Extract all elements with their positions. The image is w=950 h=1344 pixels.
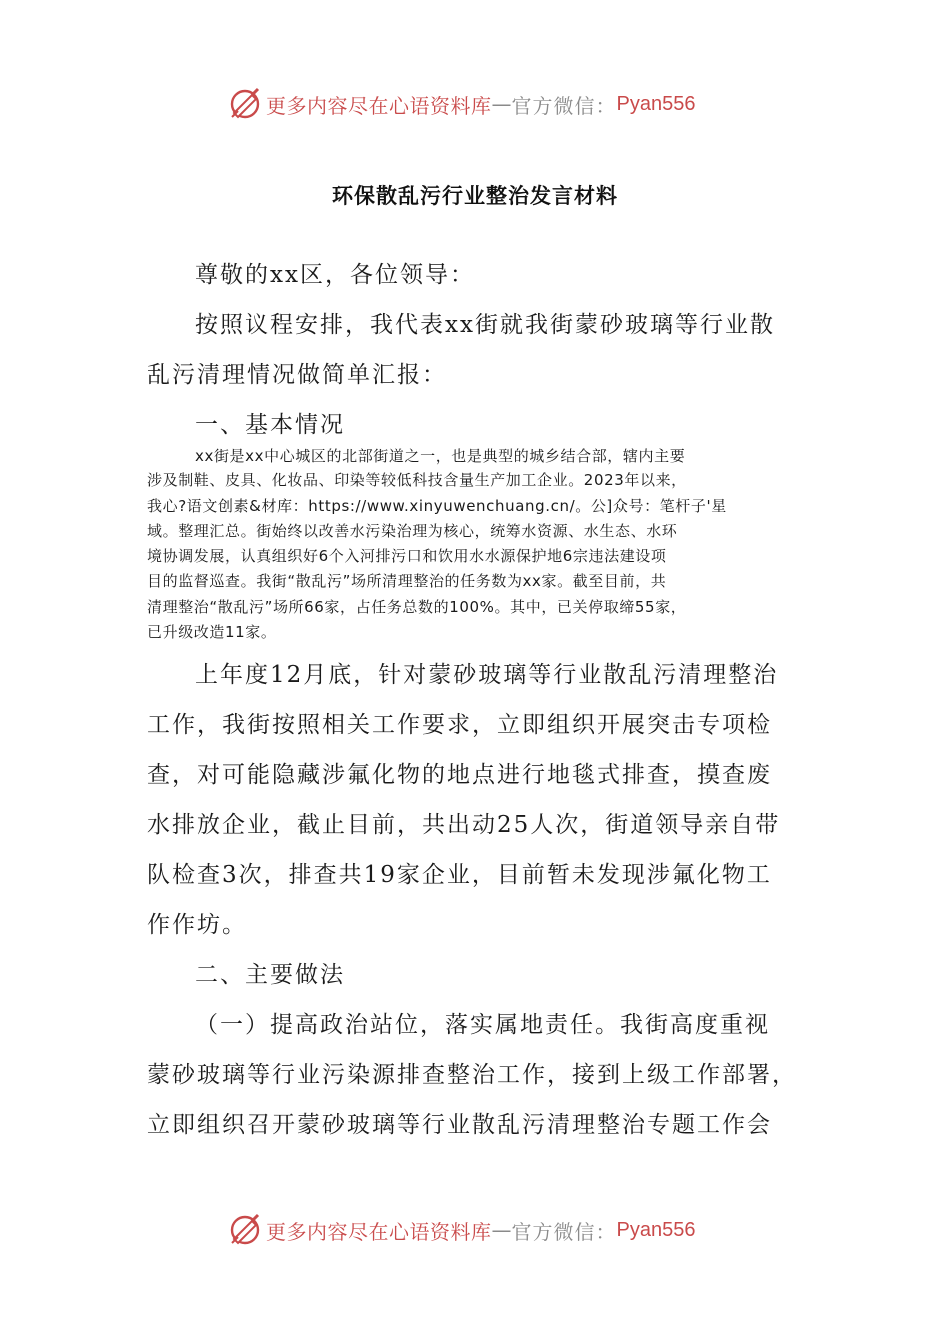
inspection-line: 查，对可能隐藏涉氟化物的地点进行地毯式排查，摸查废 xyxy=(147,762,772,788)
basic-situation-line: 涉及制鞋、皮具、化妆品、印染等较低科技含量生产加工企业。2023年以来， xyxy=(147,471,687,489)
watermark-promo-text: 更多内容尽在心语资料库 xyxy=(266,1219,492,1244)
watermark-wechat-id: Pyan556 xyxy=(616,1218,696,1241)
inspection-line: 队检查3次，排查共19家企业，目前暂未发现涉氟化物工 xyxy=(147,862,772,888)
inspection-line: 作作坊。 xyxy=(147,912,247,938)
pen-circle-logo-icon xyxy=(228,1213,262,1247)
basic-situation-line: 我心?语文创素&材库：https://www.xinyuwenchuang.cn/。公]众号：笔杆子'星 xyxy=(147,497,727,515)
inspection-line: 水排放企业，截止目前，共出动25人次，街道领导亲自带 xyxy=(147,812,781,838)
watermark-separator: — xyxy=(491,92,512,116)
intro-line: 按照议程安排，我代表xx街就我街蒙砂玻璃等行业散 xyxy=(195,312,775,338)
basic-situation-line: 已升级改造11家。 xyxy=(147,623,277,641)
document-title: 环保散乱污行业整治发言材料 xyxy=(332,184,618,208)
basic-situation-line: 目的监督巡查。我街“散乱污”场所清理整治的任务数为xx家。截至目前，共 xyxy=(147,572,667,590)
practice-line: （一）提高政治站位，落实属地责任。我街高度重视 xyxy=(195,1012,770,1038)
basic-situation-line: 清理整治“散乱污”场所66家，占任务总数的100%。其中，已关停取缔55家， xyxy=(147,598,687,616)
basic-situation-line: 域。整理汇总。街始终以改善水污染治理为核心，统筹水资源、水生态、水环 xyxy=(147,522,678,540)
header-watermark-banner xyxy=(228,84,695,124)
footer-watermark-banner xyxy=(228,1210,695,1250)
watermark-separator: — xyxy=(491,1218,512,1242)
basic-situation-line: xx街是xx中心城区的北部街道之一，也是典型的城乡结合部，辖内主要 xyxy=(195,447,686,465)
pen-circle-logo-icon xyxy=(228,87,262,121)
inspection-line: 工作，我街按照相关工作要求，立即组织开展突击专项检 xyxy=(147,712,772,738)
watermark-wechat-label: 官方微信： xyxy=(511,1219,617,1244)
watermark-wechat-label: 官方微信： xyxy=(511,93,617,118)
section-heading-basic-situation: 一、基本情况 xyxy=(195,412,345,438)
inspection-line: 上年度12月底，针对蒙砂玻璃等行业散乱污清理整治 xyxy=(195,662,779,688)
salutation: 尊敬的xx区，各位领导： xyxy=(195,262,475,288)
watermark-promo-text: 更多内容尽在心语资料库 xyxy=(266,93,492,118)
practice-line: 立即组织召开蒙砂玻璃等行业散乱污清理整治专题工作会 xyxy=(147,1112,772,1138)
watermark-wechat-id: Pyan556 xyxy=(616,92,696,115)
basic-situation-line: 境协调发展，认真组织好6个入河排污口和饮用水水源保护地6宗违法建设项 xyxy=(147,547,667,565)
intro-line: 乱污清理情况做简单汇报： xyxy=(147,362,447,388)
section-heading-main-practices: 二、主要做法 xyxy=(195,962,345,988)
practice-line: 蒙砂玻璃等行业污染源排查整治工作，接到上级工作部署， xyxy=(147,1062,797,1088)
